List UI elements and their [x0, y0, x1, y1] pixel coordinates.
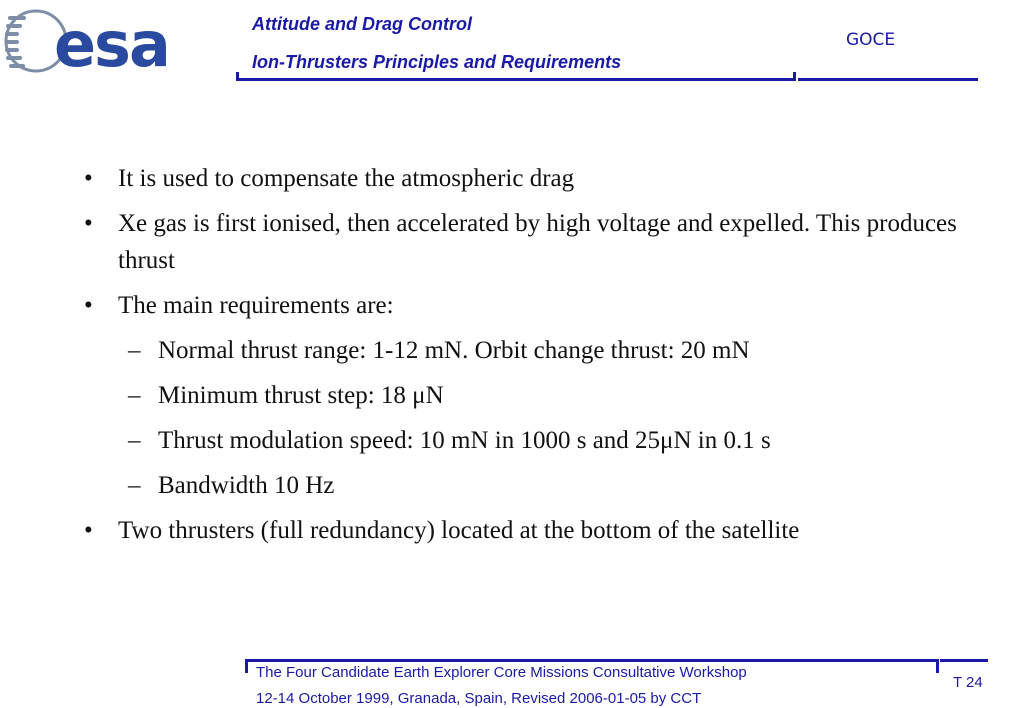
sub-bullet-text: Normal thrust range: 1-12 mN. Orbit change thrust: 20 mN — [158, 337, 750, 364]
bullet-item — [84, 287, 964, 324]
dash-marker: – — [128, 472, 141, 499]
header-subtitle: Ion-Thrusters Principles and Requirements — [252, 52, 622, 72]
esa-logo-text: esa — [54, 8, 169, 80]
sub-bullet-text: Thrust modulation speed: 10 mN in 1000 s and 25μN in 0.1 s — [158, 427, 771, 454]
sub-bullet-item — [128, 332, 964, 369]
footer-date: 12-14 October 1999, Granada, Spain, Revised 2006-01-05 by CCT — [256, 690, 702, 707]
header-rule-left — [236, 78, 794, 81]
bullet-text: The main requirements are: — [118, 292, 394, 319]
project-label: GOCE — [846, 30, 896, 50]
bullet-item — [84, 205, 964, 279]
bullet-marker: • — [84, 517, 93, 544]
bullet-item — [84, 512, 964, 549]
footer-rule-left-tick — [245, 659, 248, 673]
sub-bullet-item — [128, 422, 964, 459]
header-rule-left-tick — [236, 72, 239, 81]
bullet-list — [84, 160, 964, 557]
header-rule-right — [798, 78, 978, 81]
bullet-text: Xe gas is first ionised, then accelerated by high voltage and expelled. This produces thrust — [118, 210, 957, 274]
bullet-item — [84, 160, 964, 197]
sub-bullet-item — [128, 377, 964, 414]
page-number: T 24 — [953, 674, 983, 691]
header-rule-mid-tick — [793, 72, 796, 81]
bullet-text: Two thrusters (full redundancy) located at the bottom of the satellite — [118, 517, 800, 544]
footer-rule-right — [940, 659, 988, 662]
bullet-marker: • — [84, 210, 93, 237]
header-title: Attitude and Drag Control — [252, 14, 472, 34]
bullet-marker: • — [84, 292, 93, 319]
footer-rule-mid-tick — [936, 659, 939, 673]
sub-bullet-text: Bandwidth 10 Hz — [158, 472, 335, 499]
esa-logo — [2, 0, 227, 80]
sub-bullet-item — [128, 467, 964, 504]
sub-bullet-text: Minimum thrust step: 18 μN — [158, 382, 444, 409]
dash-marker: – — [128, 337, 141, 364]
bullet-marker: • — [84, 165, 93, 192]
dash-marker: – — [128, 382, 141, 409]
footer-workshop: The Four Candidate Earth Explorer Core Missions Consultative Workshop — [256, 664, 747, 681]
footer-rule-left — [245, 659, 938, 662]
dash-marker: – — [128, 427, 141, 454]
bullet-text: It is used to compensate the atmospheric drag — [118, 165, 575, 192]
